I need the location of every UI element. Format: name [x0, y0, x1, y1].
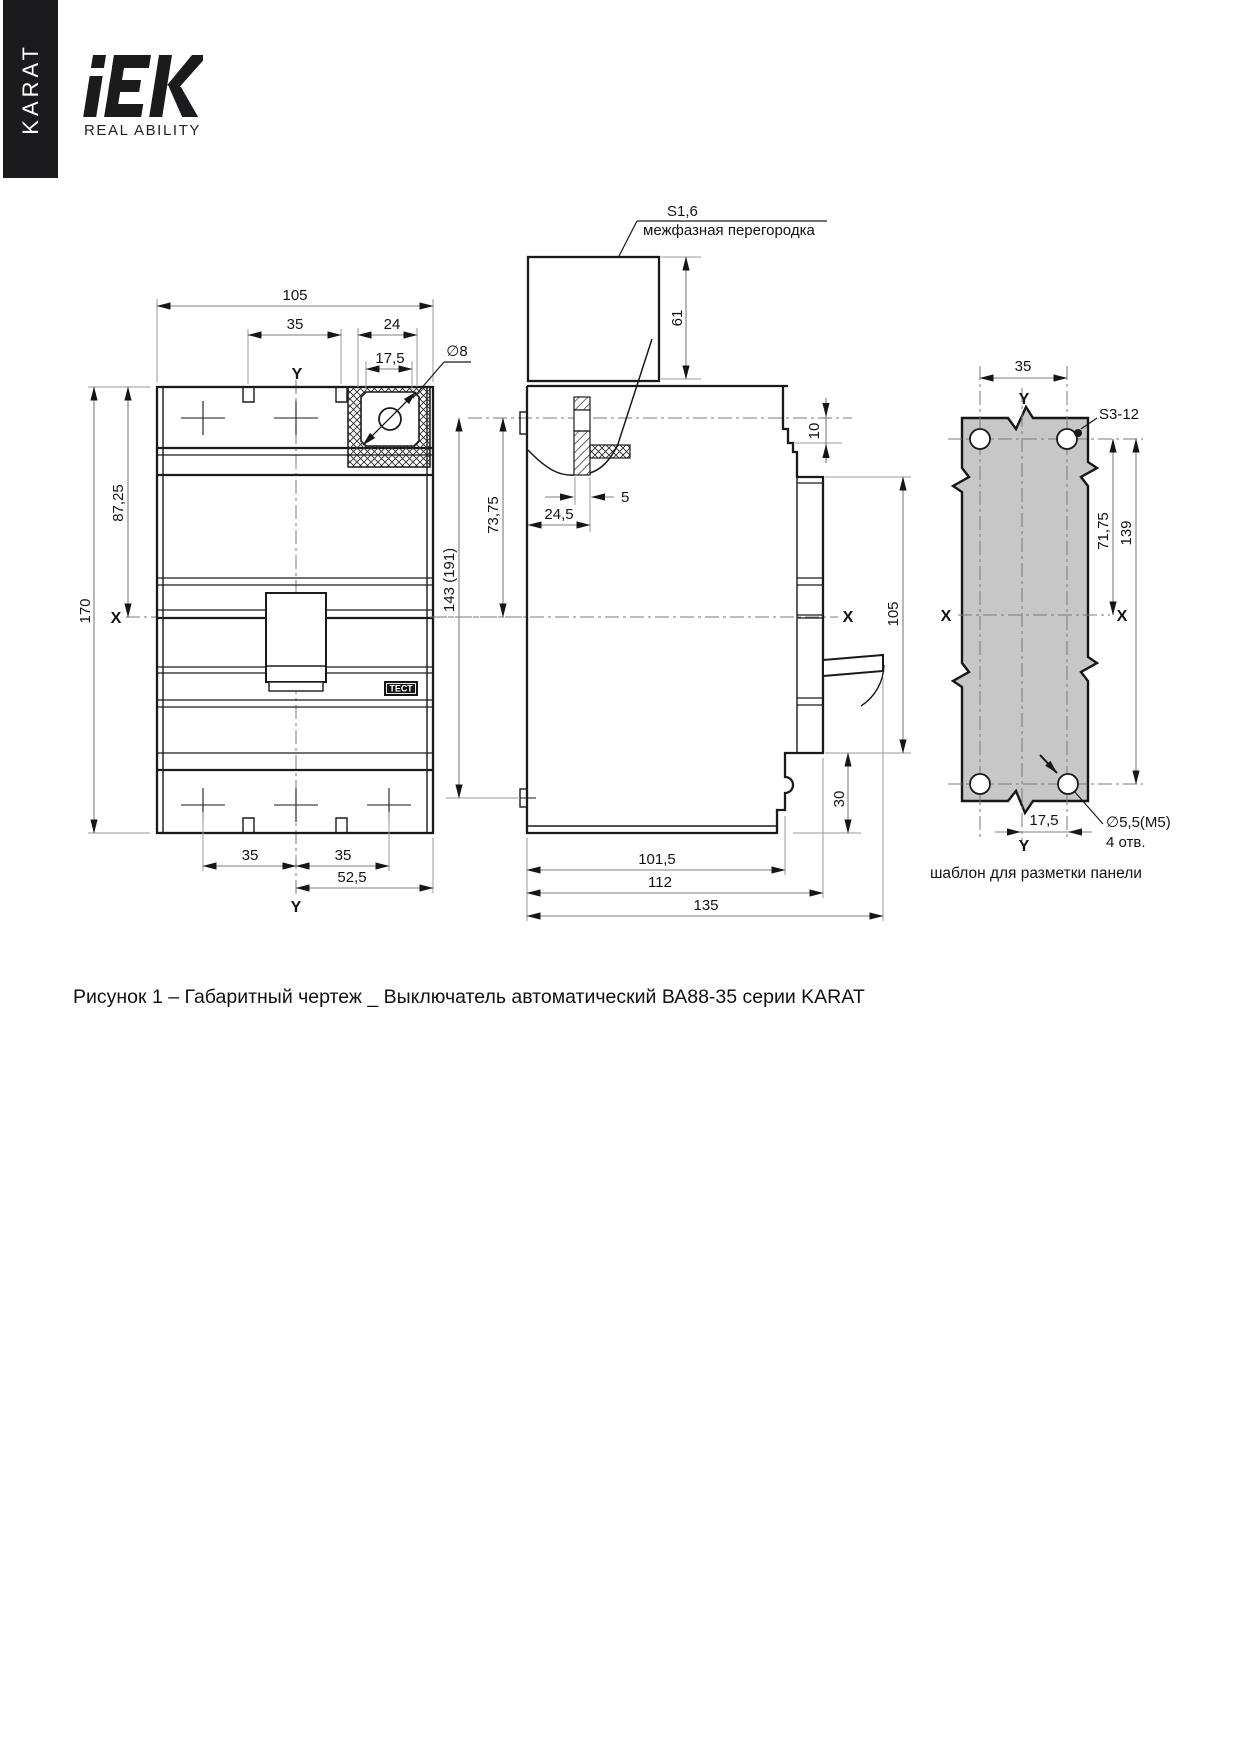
axis-y-bottom-label: Y: [290, 899, 302, 916]
barrier-callout: [618, 203, 827, 258]
dim-top-gap: 10: [806, 422, 823, 440]
axis-x-label: X: [110, 610, 122, 627]
dim-screw-offset: 24,5: [544, 506, 574, 523]
dim-barrier-height: 61: [669, 309, 686, 327]
panel-plate: [953, 407, 1097, 813]
dim-bottom-left: 35: [241, 847, 259, 864]
dim-terminal-flat: 17,5: [375, 350, 405, 367]
dim-axis-to-holes: 71,75: [1095, 512, 1112, 550]
dim-cover-height: 105: [885, 601, 902, 627]
axis-y-top-label: Y: [291, 366, 303, 383]
interphase-barrier: [528, 257, 659, 381]
axis-x-left-label: X: [940, 608, 952, 625]
side-view: [430, 203, 911, 921]
logo-tagline: REAL ABILITY: [84, 122, 202, 139]
figure-caption: Рисунок 1 – Габаритный чертеж _ Выключатель автоматический ВА88-35 серии KARAT: [73, 986, 865, 1008]
dim-busbar: 5: [621, 489, 630, 506]
axis-y-top-template: Y: [1018, 391, 1030, 408]
hole-spec: ∅5,5(M5): [1106, 814, 1171, 831]
test-button: [384, 681, 418, 696]
side-body-outline: [527, 386, 823, 833]
dim-terminal: 24: [383, 316, 401, 333]
dim-depth-2: 112: [648, 874, 672, 891]
dim-bottom-step: 30: [831, 790, 848, 808]
barrier-thickness: S1,6: [667, 203, 698, 220]
axis-x-side-label: X: [842, 609, 854, 626]
dim-bottom-half: 52,5: [337, 869, 367, 886]
dim-hole: ∅8: [446, 343, 468, 360]
dim-width: 105: [282, 287, 308, 304]
dim-depth-3: 135: [693, 897, 719, 914]
side-cover-bands: [797, 483, 823, 705]
dim-height: 170: [77, 598, 94, 624]
series-sidebar-label: KARAT: [17, 43, 43, 135]
dim-bottom-right: 35: [334, 847, 352, 864]
template-caption: шаблон для разметки панели: [930, 865, 1142, 882]
dim-height-side: 143 (191): [441, 547, 458, 613]
side-handle: [823, 655, 884, 706]
toggle-handle: [266, 593, 326, 691]
terminal-block: [348, 387, 430, 467]
panel-template-view: [930, 358, 1171, 882]
hole-count: 4 отв.: [1106, 834, 1146, 851]
barrier-name: межфазная перегородка: [643, 222, 815, 239]
dim-slot-span: 35: [286, 316, 304, 333]
terminal-cutaway: [528, 339, 652, 475]
side-dimensions: [441, 257, 911, 921]
panel-thickness-callout: S3-12: [1099, 406, 1140, 423]
dim-holes-width: 35: [1014, 358, 1032, 375]
test-button-label: ТЕСТ: [389, 683, 413, 694]
dim-axis-offset: 73,75: [485, 496, 502, 534]
dim-hole-offset: 17,5: [1029, 812, 1059, 829]
dim-depth-1: 101,5: [638, 851, 676, 868]
axis-x-right-label: X: [1116, 608, 1128, 625]
dim-top-to-axis: 87,25: [110, 484, 127, 522]
dim-holes-height: 139: [1118, 520, 1135, 546]
axis-y-bottom-template: Y: [1018, 838, 1030, 855]
